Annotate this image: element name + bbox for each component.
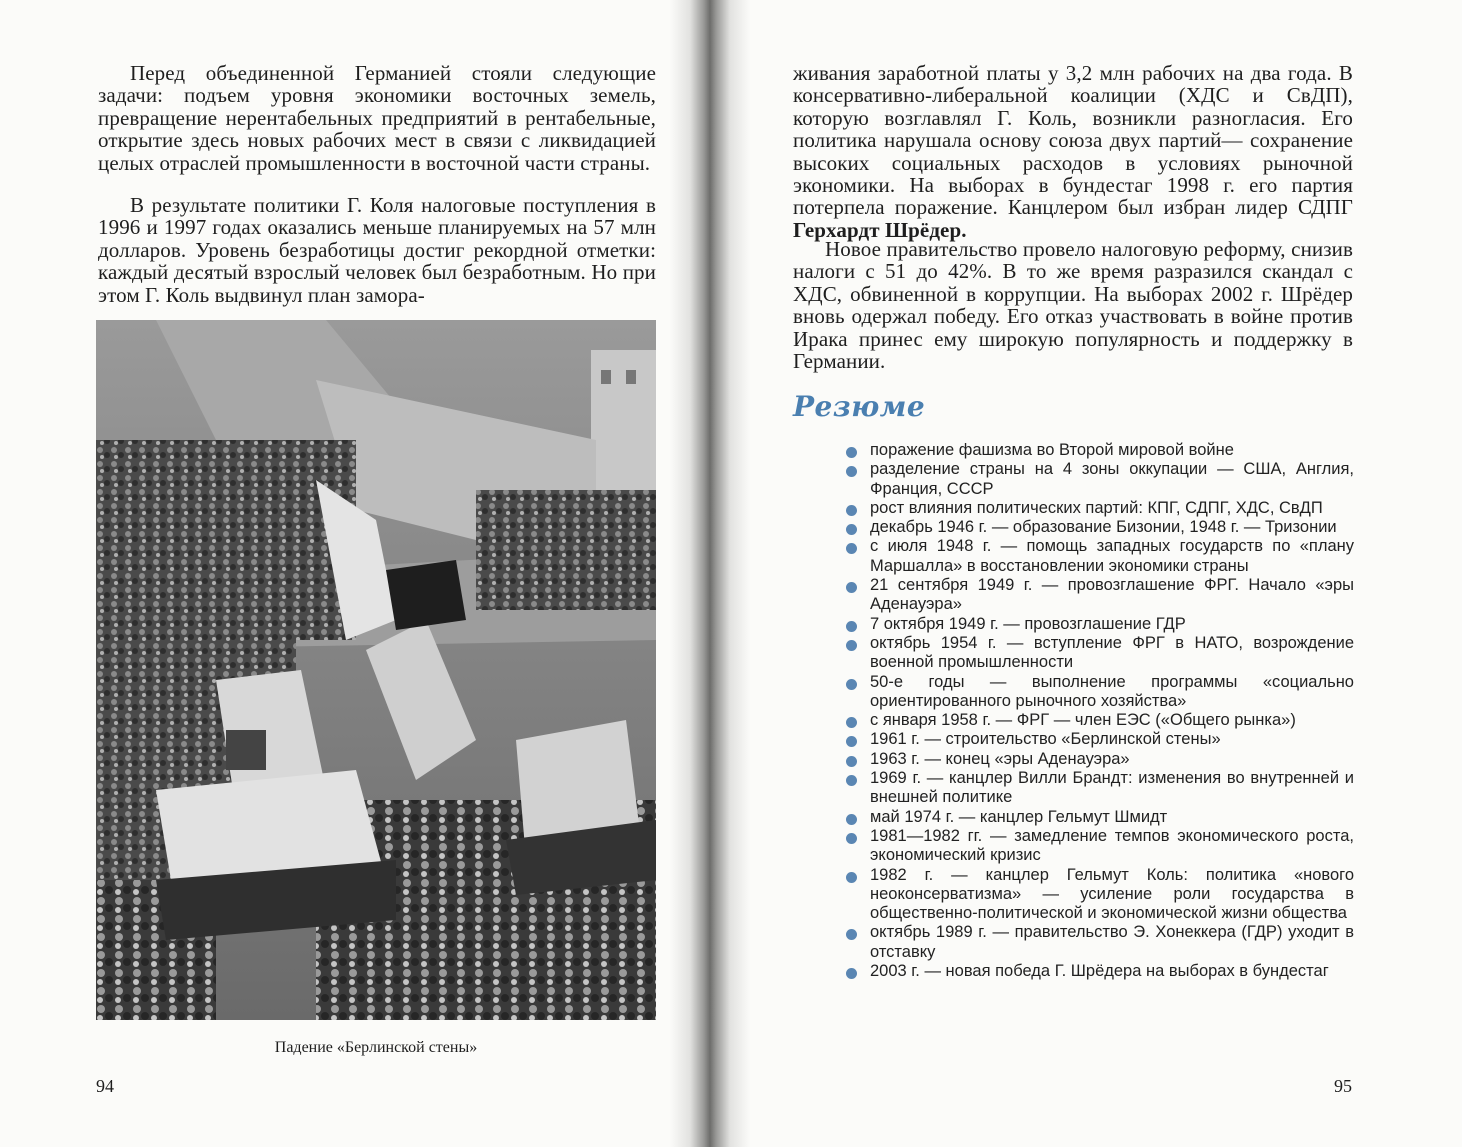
bullet-icon [846,775,857,786]
schroeder-name: Герхардт Шрёдер. [793,217,967,242]
photo-caption: Падение «Берлинской стены» [274,1039,478,1056]
bullet-icon [846,466,857,477]
bullet-icon [846,621,857,632]
summary-item-text: 2003 г. — новая победа Г. Шрёдера на выборах в бундестаг [870,962,1329,981]
bullet-icon [846,543,857,554]
summary-item-text: 7 октября 1949 г. — провозглашение ГДР [870,614,1186,633]
summary-item [846,537,1354,576]
bullet-icon [846,736,857,747]
bullet-icon [846,505,857,516]
summary-item-text: октябрь 1954 г. — вступление ФРГ в НАТО, возрождение военной промышленности [870,633,1354,672]
bullet-icon [846,814,857,825]
summary-item [846,615,1354,634]
summary-item [846,808,1354,827]
bullet-icon [846,717,857,728]
left-paragraph-2: В результате политики Г. Коля налоговые поступления в 1996 и 1997 годах оказались меньше планируемых на 57 млн долларов. Уровень безработицы достиг рекордной отметки: каждый десятый взрослый человек был безработным. Но при этом Г. Коль выдвинул план замора- [98,193,656,307]
summary-item-text: разделение страны на 4 зоны оккупации — США, Англия, Франция, СССР [870,460,1354,498]
summary-item-text: поражение фашизма во Второй мировой войне [870,441,1234,459]
summary-item-text: 1963 г. — конец «эры Аденауэра» [870,749,1130,768]
summary-item [846,499,1354,518]
bullet-icon [846,447,857,458]
left-paragraph-1: Перед объединенной Германией стояли следующие задачи: подъем уровня экономики восточных земель, превращение нерентабельных предприятий в рентабельные, открытие здесь новых рабочих мест в связи с ликвидацией целых отраслей промышленности в восточной части страны. [98,61,656,175]
page-number-right: 95 [1334,1076,1352,1096]
bullet-icon [846,968,857,979]
summary-item-text: с июля 1948 г. — помощь западных государств по «плану Маршалла» в восстановлении экономики страны [870,537,1354,575]
summary-item [846,518,1354,537]
bullet-icon [846,679,857,690]
bullet-icon [846,524,857,535]
summary-item [846,711,1354,730]
summary-item-text: рост влияния политических партий: КПГ, СДПГ, ХДС, СвДП [870,498,1323,517]
summary-item-text: 21 сентября 1949 г. — провозглашение ФРГ. Начало «эры Аденауэра» [870,576,1354,614]
summary-item-text: 1982 г. — канцлер Гельмут Коль: политика «нового неоконсерватизма» — усиление роли государства в общественно-политической и экономической жизни общества [870,865,1354,923]
summary-item [846,730,1354,749]
bullet-icon [846,640,857,651]
right-paragraph-2: Новое правительство провело налоговую реформу, снизив налоги с 51 до 42%. В то же время разразился скандал с ХДС, обвиненной в коррупции. На выборах 2002 г. Шрёдер вновь одержал победу. Его отказ участвовать в войне против Ирака принес ему широкую популярность и поддержку в Германии. [793,237,1353,374]
summary-item [846,576,1354,615]
summary-item [846,441,1354,460]
book-gutter [670,0,750,1147]
summary-item-text: 1981—1982 гг. — замедление темпов экономического роста, экономический кризис [870,826,1354,865]
summary-item-text: декабрь 1946 г. — образование Бизонии, 1948 г. — Тризонии [870,518,1337,537]
summary-item [846,923,1354,962]
summary-item [846,634,1354,673]
bullet-icon [846,756,857,767]
bullet-icon [846,833,857,844]
berlin-wall-photo [96,320,656,1020]
summary-item-text: 1961 г. — строительство «Берлинской стены» [870,730,1221,749]
summary-item-text: с января 1958 г. — ФРГ — член ЕЭС («Общего рынка») [870,711,1296,730]
right-paragraph-1 [793,62,1353,241]
bullet-icon [846,872,857,883]
resume-heading: Резюме [793,390,926,423]
summary-item [846,673,1354,712]
summary-item [846,866,1354,924]
summary-item-text: октябрь 1989 г. — правительство Э. Хонеккера (ГДР) уходит в отставку [870,923,1354,961]
bullet-icon [846,929,857,940]
summary-item [846,769,1354,808]
bullet-icon [846,582,857,593]
right-paragraph-1-text: живания заработной платы у 3,2 млн рабочих на два года. В консервативно-либеральной коалиции (ХДС и СвДП), которую возглавлял Г. Коль, возникли разногласия. Его политика нарушала основу союза двух партий— сохранение высоких социальных расходов в условиях рыночной экономики. На выборах в бундестаг 1998 г. его партия потерпела поражение. Канцлером был избран лидер СДПГ [793,61,1353,220]
summary-item-text: 50-е годы — выполнение программы «социально ориентированного рыночного хозяйства» [870,672,1354,710]
summary-item-text: 1969 г. — канцлер Вилли Брандт: изменения во внутренней и внешней политике [870,769,1354,807]
summary-item [846,962,1354,981]
summary-list [846,441,1354,981]
summary-item [846,827,1354,866]
page-number-left: 94 [96,1076,114,1096]
summary-item [846,750,1354,769]
summary-item [846,460,1354,499]
summary-item-text: май 1974 г. — канцлер Гельмут Шмидт [870,807,1168,826]
